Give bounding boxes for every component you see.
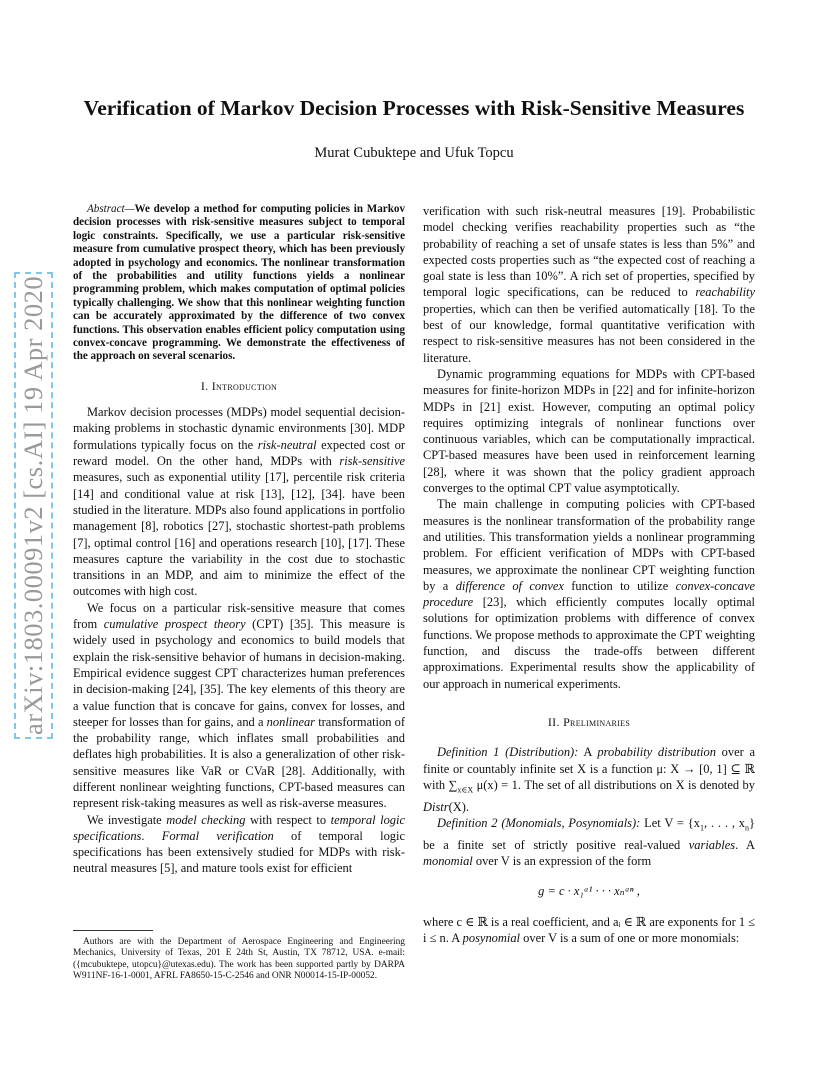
abstract-text: We develop a method for computing policies in Markov decision processes with risk-sensitive measures subject to temporal logic constraints. Specifically, we use a particular risk-sensitive measure from cumulative prospect theory, which has been previously adopted in psychology and economics. The nonlinear transformation of the probabilities and utility functions yields a nonlinear programming problem, which makes computation of optimal policies typically challenging. We show that this nonlinear weighting function can be accurately approximated by the difference of two convex functions. This observation enables efficient policy computation using convex-concave programming. We demonstrate the effectiveness of the approach on several scenarios. [73, 203, 405, 363]
paper-title: Verification of Markov Decision Processes with Risk-Sensitive Measures [83, 96, 745, 120]
right-column [423, 203, 755, 946]
intro-paragraph-2: We focus on a particular risk-sensitive measure that comes from cumulative prospect theory (CPT) [35]. This measure is widely used in psychology and economics to build models that explain the risk-sensitive behavior of humans in decision-making. Empirical evidence suggest CPT characterizes human preferences in decision-making [24], [35]. The key elements of this theory are a value function that is concave for gains, convex for losses, and steeper for losses than for gains, and a nonlinear transformation of the probability range, which inflates small probabilities and deflates high probabilities. It is also a generalization of other risk-sensitive measures like VaR or CVaR [28]. Additionally, with different nonlinear weighting functions, CPT-based measures can represent risk-taking measures as well as risk-averse measures. [73, 600, 405, 811]
left-column [73, 203, 405, 877]
arxiv-stamp[interactable]: arXiv:1803.00091v2 [cs.AI] 19 Apr 2020 [18, 275, 48, 735]
footnote: Authors are with the Department of Aerospace Engineering and Engineering Mechanics, University of Texas, 201 E 24th St, Austin, TX 78712, USA. e-mail: ({mcubuktepe, utopcu}@utexas.edu). The work has been supported partly by DARPA W911NF-16-1-0001, AFRL FA8650-15-C-2546 and ONR N00014-15-IP-00052. [73, 937, 405, 981]
abstract: Abstract—We develop a method for computing policies in Markov decision processes with risk-sensitive measures subject to temporal logic constraints. Specifically, we use a particular risk-sensitive measure from cumulative prospect theory, which has been previously adopted in psychology and economics. The nonlinear transformation of the probabilities and utility functions yields a nonlinear programming problem, which makes computation of optimal policies typically challenging. We show that this nonlinear weighting function can be accurately approximated by the difference of two convex functions. This observation enables efficient policy computation using convex-concave programming. We demonstrate the effectiveness of the approach on several scenarios. [73, 203, 405, 363]
monomial-equation: g = c · x₁ᵃ¹ · · · xₙᵃⁿ , [538, 884, 640, 899]
section-heading-introduction: I. Introduction [200, 378, 278, 393]
abstract-label: Abstract [87, 203, 125, 215]
footnote-rule [73, 930, 153, 931]
intro-paragraph-1: Markov decision processes (MDPs) model sequential decision-making problems in stochastic dynamic environments [30]. MDP formulations typically focus on the risk-neutral expected cost or reward model. On the other hand, MDPs with risk-sensitive measures, such as exponential utility [17], percentile risk criteria [14] and conditional value at risk [13], [12], [34]. have been studied in the literature. MDPs also found applications in portfolio management [8], robotics [27], stochastic shortest-path problems [7], optimal control [16] and operations research [10], [17]. These measures capture the variability in the cost due to stochastic transitions in an MDP, and aim to minimize the effect of the outcomes with high cost. [73, 405, 406, 599]
right-paragraph-1: verification with such risk-neutral measures [19]. Probabilistic model checking verifies reachability properties such as “the probability of reaching a set of unsafe states is less than 5%” and expected costs properties such as “the expected cost of reaching a goal state is less than 10%”. A rich set of properties, specified by temporal logic specifications, can be reduced to reachability properties, which can then be verified automatically [18]. To the best of our knowledge, formal quantitative verification with respect to risk-sensitive measures has not been considered in the literature. [423, 204, 755, 365]
definition-2: Definition 2 (Monomials, Posynomials): Let $V = \{x_1$, . . . , $x_n$} be a finite set of strictly positive real-valued variables. A monomial over V is an expression of the form [423, 815, 756, 868]
right-paragraph-4: where c ∈ ℝ is a real coefficient, and aᵢ ∈ ℝ are exponents for 1 ≤ i ≤ n. A posynomial over V is a sum of one or more monomials: [423, 914, 755, 945]
section-heading-preliminaries: II. Preliminaries [547, 714, 631, 729]
paper-authors: Murat Cubuktepe and Ufuk Topcu [314, 145, 514, 161]
intro-paragraph-3: We investigate model checking with respect to temporal logic specifications. Formal verification of temporal logic specifications has been extensively studied for MDPs with risk-neutral measures [5], and mature tools exist for efficient [73, 812, 406, 876]
right-paragraph-2: Dynamic programming equations for MDPs with CPT-based measures for finite-horizon MDPs in [22] and for infinite-horizon MDPs in [21] exist. However, computing an optimal policy requires optimizing integrals of nonlinear functions over continuous variables, which can be computationally impractical. CPT-based measures have been used in reinforcement learning [28], where it was shown that the policy gradient approach converges to the optimal CPT value asymptotically. [423, 366, 755, 496]
right-paragraph-3: The main challenge in computing policies with CPT-based measures is the nonlinear transformation of the probability range and utilities. This transformation yields a nonlinear programming problem. For efficient verification of MDPs with CPT-based measures, we approximate the nonlinear CPT weighting function by a difference of convex function to utilize convex-concave procedure [23], which efficiently computes locally optimal solutions for optimization problems with difference of convex functions. We propose methods to approximate the CPT weighting function, and discuss the trade-offs between different approximations. Experimental results show the applicability of our approach in numerical experiments. [423, 497, 755, 691]
definition-1: Definition 1 (Distribution): A probability distribution over a finite or countably infinite set X is a function μ: X → [0, 1] ⊆ ℝ with $\sum_{x\in X}$ μ(x) = 1. The set of all distributions on X is denoted by Distr(X). [423, 745, 756, 814]
